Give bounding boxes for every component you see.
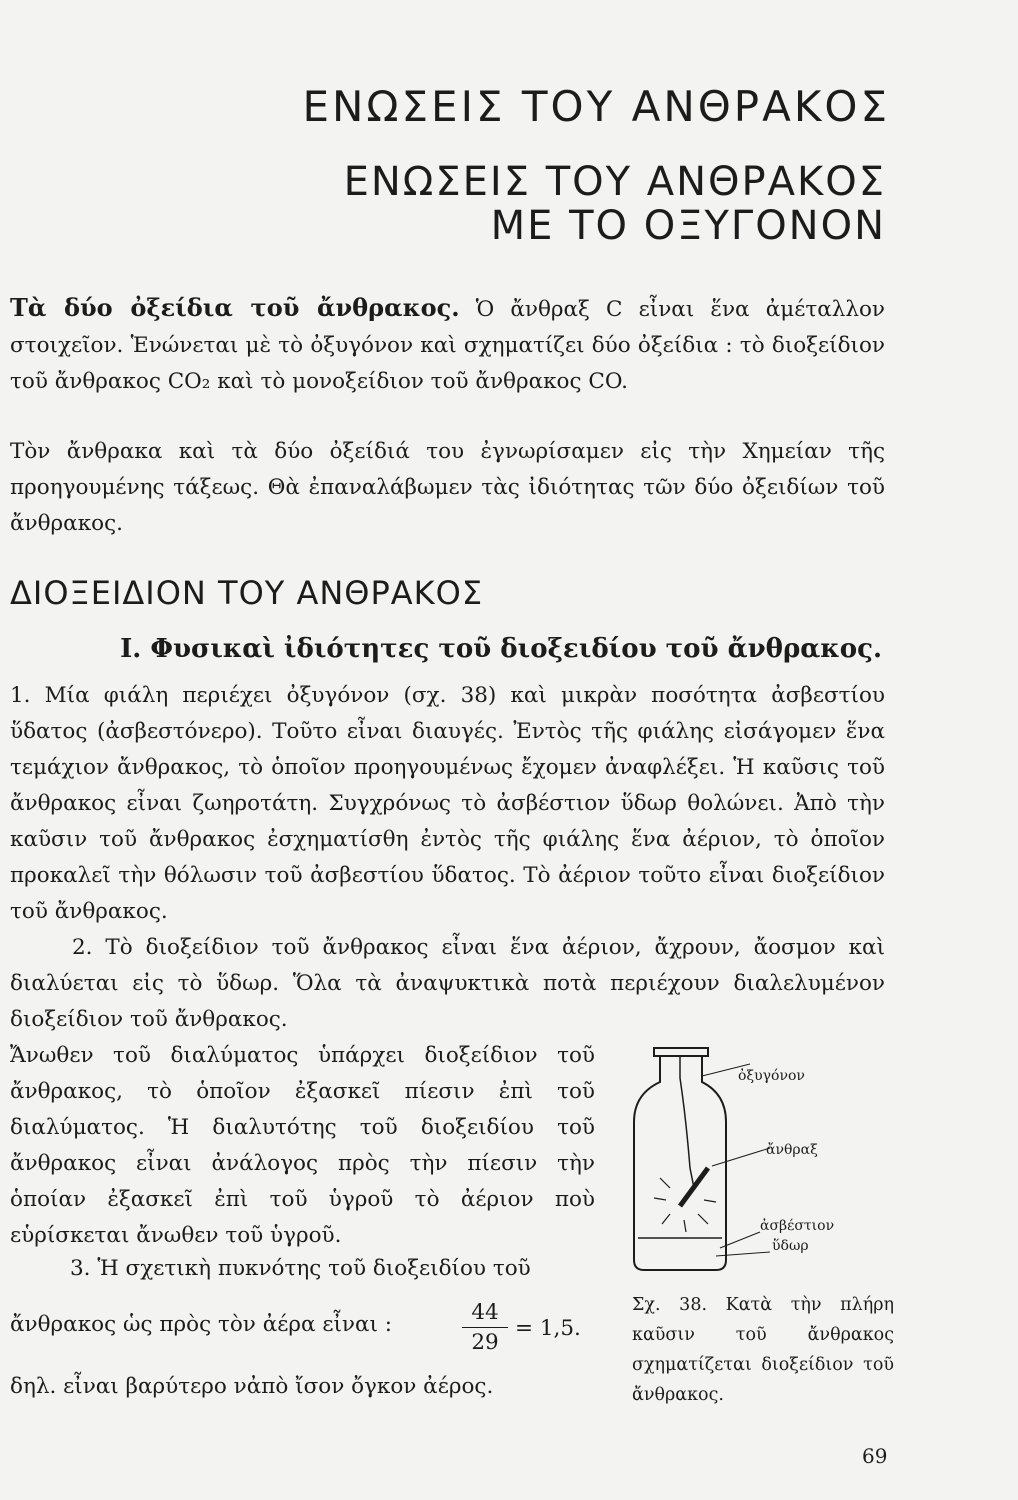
chapter-subtitle-line-1: ΕΝΩΣΕΙΣ ΤΟΥ ΑΝΘΡΑΚΟΣ <box>343 159 886 205</box>
item-3-line: ἄνθρακος ὡς πρὸς τὸν ἀέρα εἶναι : <box>10 1312 393 1337</box>
item-2-paragraph: 2. Τὸ διοξείδιον τοῦ ἄνθρακος εἶναι ἕνα ἀέριον, ἄχρουν, ἄοσμον καὶ διαλύεται εἰς τὸ ὕδωρ. Ὅλα τὰ ἀναψυκτικὰ ποτὰ περιέχουν διαλελυμένον διοξείδιον τοῦ ἄνθρακος. <box>10 935 885 1032</box>
section-title: ΔΙΟΞΕΙΔΙΟΝ ΤΟΥ ΑΝΘΡΑΚΟΣ <box>10 574 484 612</box>
item-3-start: 3. Ἡ σχετικὴ πυκνότης τοῦ διοξειδίου τοῦ <box>70 1256 531 1281</box>
fraction-result: = 1,5. <box>515 1316 581 1341</box>
chapter-subtitle <box>344 160 886 248</box>
label-carbon: ἄνθραξ <box>766 1142 818 1158</box>
carbon-piece <box>680 1168 708 1206</box>
page-number: 69 <box>862 1444 888 1468</box>
item-2-continuation: Ἄνωθεν τοῦ διαλύματος ὑπάρχει διοξείδιον τοῦ ἄνθρακος, τὸ ὁποῖον ἐξασκεῖ πίεσιν ἐπὶ τοῦ διαλύματος. Ἡ διαλυτότης τοῦ διοξειδίου τοῦ ἄνθρακος εἶναι ἀνάλογος πρὸς τὴν πίεσιν τὴν ὁποίαν ἐξασκεῖ ἐπὶ τοῦ ὑγροῦ τὸ ἀέριον ποὺ εὑρίσκεται ἄνωθεν τοῦ ὑγροῦ. <box>10 1043 595 1248</box>
fraction-numerator: 44 <box>462 1300 508 1328</box>
previous-knowledge-paragraph: Τὸν ἄνθρακα καὶ τὰ δύο ὀξείδιά του ἐγνωρίσαμεν εἰς τὴν Χημείαν τῆς προηγουμένης τάξεως. Θὰ ἐπαναλάβωμεν τὰς ἰδιότητας τῶν δύο ὀξειδίων τοῦ ἄνθρακος. <box>10 439 885 536</box>
label-limewater-2: ὕδωρ <box>772 1238 809 1254</box>
intro-text: Ὁ ἄνθραξ C εἶναι ἕνα ἀμέταλλον στοιχεῖον. Ἑνώνεται μὲ τὸ ὀξυγόνον καὶ σχηματίζει δύο ὀξείδια : τὸ διοξείδιον τοῦ ἄνθρακος CO₂ καὶ τὸ μονοξείδιον τοῦ ἄνθρακος CO. <box>10 297 886 394</box>
intro-paragraph <box>10 290 885 400</box>
subsection-title: Ι. Φυσικαὶ ἰδιότητες τοῦ διοξειδίου τοῦ ἄνθρακος. <box>120 634 882 664</box>
figure-caption: Σχ. 38. Κατὰ τὴν πλήρη καῦσιν τοῦ ἄνθρακος σχηματίζεται διοξείδιον τοῦ ἄνθρακος. <box>632 1295 894 1405</box>
chapter-subtitle-line-2: ΜΕ ΤΟ ΟΞΥΓΟΝΟΝ <box>490 203 886 249</box>
item-3-end: δηλ. εἶναι βαρύτερο νἀπὸ ἴσον ὄγκον ἀέρος. <box>10 1374 494 1399</box>
fraction-denominator: 29 <box>471 1330 499 1355</box>
figure-38 <box>620 1038 900 1298</box>
wire <box>680 1056 694 1188</box>
bottle-stopper <box>654 1048 708 1056</box>
label-limewater-1: ἀσβέστιον <box>760 1218 835 1234</box>
flame-rays <box>654 1178 716 1232</box>
chapter-title: ΕΝΩΣΕΙΣ ΤΟΥ ΑΝΘΡΑΚΟΣ <box>302 82 890 131</box>
item-1-paragraph: 1. Μία φιάλη περιέχει ὀξυγόνον (σχ. 38) καὶ μικρὰν ποσότητα ἀσβεστίου ὕδατος (ἀσβεστόνερο). Τοῦτο εἶναι διαυγές. Ἐντὸς τῆς φιάλης εἰσάγομεν ἕνα τεμάχιον ἄνθρακος, τὸ ὁποῖον προηγουμένως ἔχομεν ἀναφλέξει. Ἡ καῦσις τοῦ ἄνθρακος εἶναι ζωηροτάτη. Συγχρόνως τὸ ἀσβέστιον ὕδωρ θολώνει. Ἀπὸ τὴν καῦσιν τοῦ ἄνθρακος ἐσχηματίσθη ἐντὸς τῆς φιάλης ἕνα ἀέριον, τὸ ὁποῖον προκαλεῖ τὴν θόλωσιν τοῦ ἀσβεστίου ὕδατος. Τὸ ἀέριον τοῦτο εἶναι διοξείδιον τοῦ ἄνθρακος. <box>10 683 885 924</box>
intro-heading: Τὰ δύο ὀξείδια τοῦ ἄνθρακος. <box>10 293 460 322</box>
label-oxygen: ὀξυγόνον <box>738 1068 805 1084</box>
density-fraction <box>462 1300 508 1355</box>
